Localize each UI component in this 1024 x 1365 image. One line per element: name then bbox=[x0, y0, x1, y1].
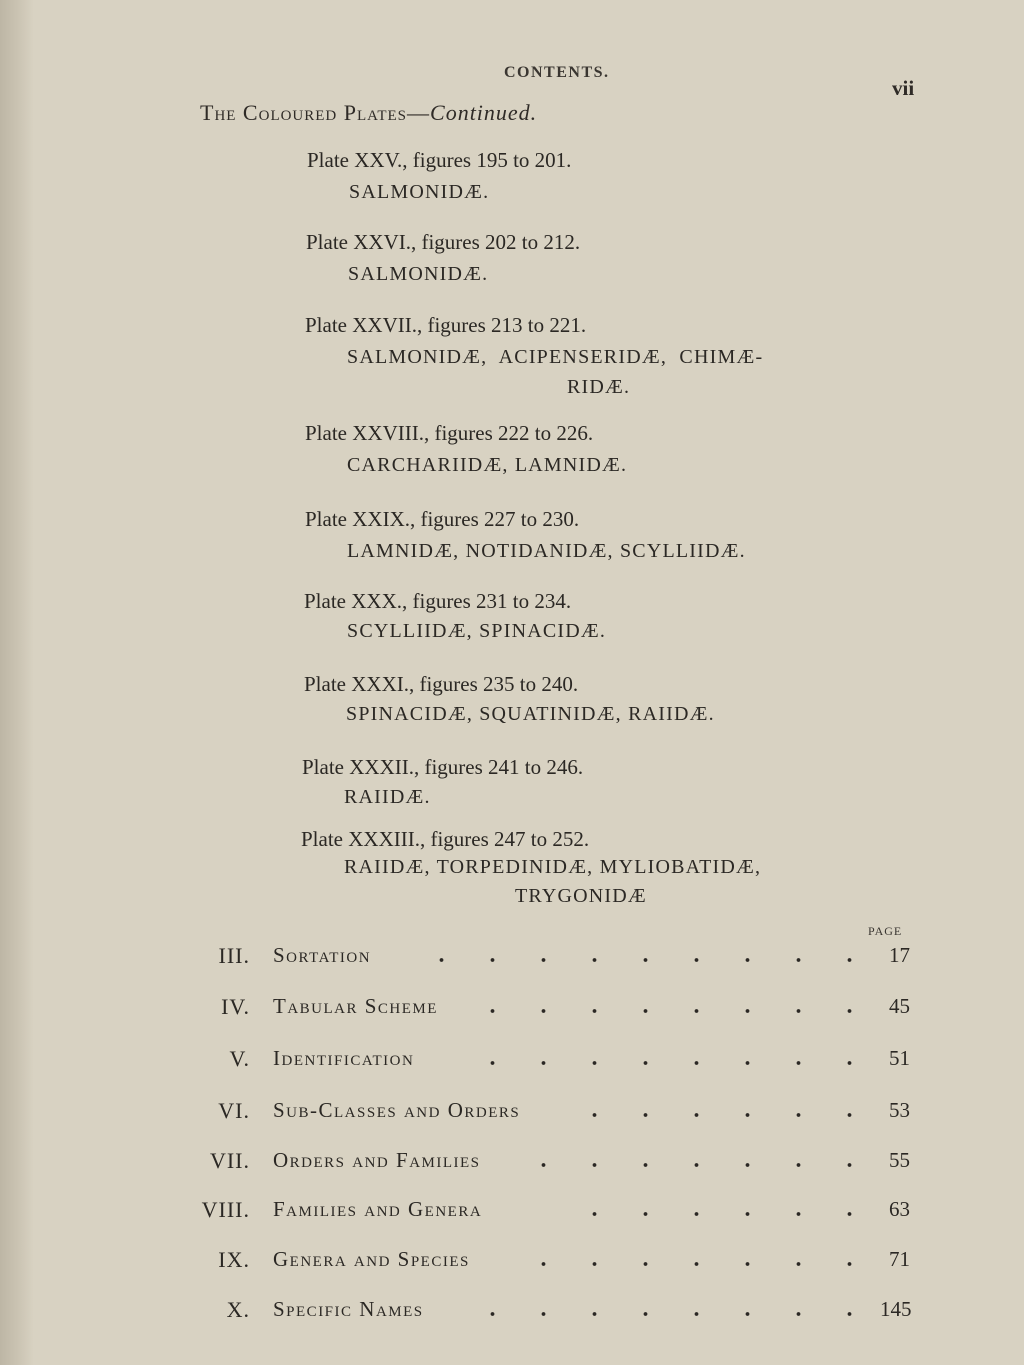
page-number: 51 bbox=[889, 1046, 910, 1070]
chapter-number: IV. bbox=[221, 994, 250, 1019]
plate-families: LAMNIDÆ, NOTIDANIDÆ, SCYLLIIDÆ. bbox=[347, 540, 746, 562]
toc-row bbox=[0, 1297, 1024, 1333]
chapter-title: Families and Genera bbox=[273, 1197, 483, 1221]
page-number: 55 bbox=[889, 1148, 910, 1172]
plate-caption: Plate XXIX., figures 227 to 230. bbox=[305, 507, 580, 531]
chapter-number: IX. bbox=[218, 1247, 250, 1272]
page-column-heading: PAGE bbox=[868, 924, 903, 938]
dot-leader bbox=[518, 1160, 866, 1170]
plate-families: SCYLLIIDÆ, SPINACIDÆ. bbox=[347, 620, 607, 642]
dot-leader bbox=[569, 1209, 866, 1219]
plate-families: SALMONIDÆ, ACIPENSERIDÆ, CHIMÆ- bbox=[347, 346, 764, 368]
chapter-number: VIII. bbox=[201, 1197, 250, 1222]
page-number: 63 bbox=[889, 1197, 910, 1221]
running-head: CONTENTS. bbox=[504, 64, 610, 81]
dot-leader bbox=[569, 1110, 866, 1120]
plate-caption: Plate XXV., figures 195 to 201. bbox=[307, 148, 572, 172]
plate-caption: Plate XXXI., figures 235 to 240. bbox=[304, 672, 579, 696]
plate-families-continued: RIDÆ. bbox=[567, 376, 631, 398]
chapter-title: Genera and Species bbox=[273, 1247, 470, 1271]
page-number: 145 bbox=[880, 1297, 912, 1321]
plate-caption: Plate XXXII., figures 241 to 246. bbox=[302, 755, 584, 779]
plate-caption: Plate XXVII., figures 213 to 221. bbox=[305, 313, 587, 337]
chapter-number: V. bbox=[229, 1046, 250, 1071]
chapter-title: Specific Names bbox=[273, 1297, 424, 1321]
chapter-number: III. bbox=[218, 943, 250, 968]
page-number: 71 bbox=[889, 1247, 910, 1271]
section-continued-heading bbox=[200, 100, 537, 126]
page-number: 17 bbox=[889, 943, 910, 967]
toc-row bbox=[0, 994, 1024, 1030]
plate-families: SALMONIDÆ. bbox=[349, 181, 490, 203]
chapter-title: Sub-Classes and Orders bbox=[273, 1098, 521, 1122]
plate-families: CARCHARIIDÆ, LAMNIDÆ. bbox=[347, 454, 628, 476]
plate-families-continued: TRYGONIDÆ bbox=[515, 885, 647, 907]
plate-caption: Plate XXVIII., figures 222 to 226. bbox=[305, 421, 594, 445]
chapter-number: VII. bbox=[209, 1148, 250, 1173]
continued-label: Continued. bbox=[430, 100, 538, 125]
plate-families: SALMONIDÆ. bbox=[348, 263, 489, 285]
page-number: 45 bbox=[889, 994, 910, 1018]
toc-row bbox=[0, 1197, 1024, 1233]
toc-row bbox=[0, 1098, 1024, 1134]
plate-caption: Plate XXVI., figures 202 to 212. bbox=[306, 230, 581, 254]
toc-row bbox=[0, 1247, 1024, 1283]
chapter-number: X. bbox=[226, 1297, 250, 1322]
plate-caption: Plate XXXIII., figures 247 to 252. bbox=[301, 827, 590, 851]
dot-leader bbox=[467, 1058, 866, 1068]
toc-row bbox=[0, 1148, 1024, 1184]
plate-families: SPINACIDÆ, SQUATINIDÆ, RAIIDÆ. bbox=[346, 703, 715, 725]
dot-leader bbox=[416, 955, 866, 965]
page-header bbox=[0, 62, 1024, 100]
chapter-title: Tabular Scheme bbox=[273, 994, 438, 1018]
dot-leader bbox=[467, 1006, 866, 1016]
page-number: 53 bbox=[889, 1098, 910, 1122]
dot-leader bbox=[467, 1309, 866, 1319]
chapter-number: VI. bbox=[218, 1098, 250, 1123]
toc-row bbox=[0, 1046, 1024, 1082]
chapter-title: Orders and Families bbox=[273, 1148, 481, 1172]
plate-families: RAIIDÆ. bbox=[344, 786, 431, 808]
chapter-title: Sortation bbox=[273, 943, 372, 967]
dot-leader bbox=[518, 1259, 866, 1269]
section-label: The Coloured Plates— bbox=[200, 100, 431, 125]
toc-row bbox=[0, 943, 1024, 979]
plate-families: RAIIDÆ, TORPEDINIDÆ, MYLIOBATIDÆ, bbox=[344, 856, 762, 878]
plate-caption: Plate XXX., figures 231 to 234. bbox=[304, 589, 572, 613]
page-folio: vii bbox=[892, 76, 915, 100]
chapter-title: Identification bbox=[273, 1046, 415, 1070]
